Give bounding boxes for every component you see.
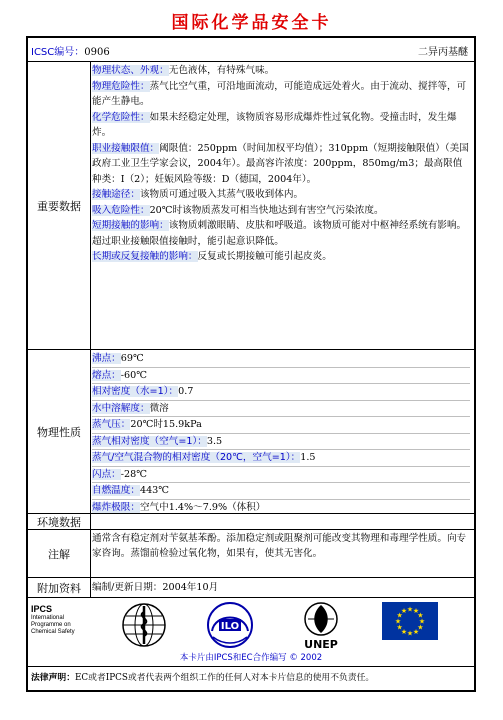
health-item-key: 物理危险性：	[92, 80, 150, 92]
section-label-environment: 环境数据	[28, 514, 91, 529]
eu-star: ★	[406, 605, 414, 614]
health-item	[92, 110, 470, 141]
notes-section	[28, 530, 474, 578]
environment-text	[91, 514, 474, 529]
physical-property	[92, 417, 470, 434]
page-title: 国际化学品安全卡	[171, 13, 332, 33]
section-label-health: 重要数据	[28, 62, 91, 349]
health-section	[28, 62, 474, 350]
physical-property-key: 蒸气/空气混合物的相对密度（20℃，空气=1）：	[92, 452, 301, 463]
health-item-value: 如果未经稳定处理，该物质容易形成爆炸性过氧化物。受撞击时，发生爆炸。	[92, 111, 457, 138]
physical-property-value: 443℃	[139, 485, 170, 496]
health-item-value: 无色液体，有特殊气味。	[168, 65, 275, 76]
notes-text: 通常含有稳定剂对苄氨基苯酚。添加稳定剂或阻聚剂可能改变其物理和毒理学性质。向专家咨询。蒸馏前检验过氧化物，如果有，使其无害化。	[92, 533, 467, 559]
physical-property-key: 沸点：	[92, 353, 121, 364]
physical-property	[92, 351, 470, 368]
physical-property	[92, 434, 470, 451]
health-item-value: 蒸气比空气重，可沿地面流动，可能造成远处着火。由于流动、搅拌等，可能产生静电。	[92, 80, 467, 107]
physical-property-value: -60℃	[120, 369, 147, 381]
physical-property-value: 0.7	[178, 386, 194, 397]
health-item-key: 物理状态、外观：	[92, 65, 169, 76]
physical-property-key: 闪点：	[92, 468, 121, 480]
health-item-key: 职业接触限值：	[92, 142, 160, 154]
physical-property-key: 相对密度（水=1）：	[92, 386, 179, 397]
legal-statement	[31, 670, 374, 683]
unep-logo	[298, 599, 344, 651]
eu-star: ★	[417, 611, 424, 620]
eu-star: ★	[412, 607, 420, 616]
health-item	[92, 63, 470, 79]
health-item-value: 阈限值：250ppm（时间加权平均值）；310ppm（短期接触限值）（美国政府工业卫生学家会议，2004年）。最高容许浓度：200ppm，850mg/m3；最高限值种类：I（2）；妊娠风险等级：D（德国，2004年）。	[92, 142, 469, 185]
health-items	[91, 62, 474, 349]
physical-property	[92, 467, 470, 484]
physical-property-key: 熔点：	[92, 369, 121, 381]
ipcs-line: International	[31, 615, 65, 621]
health-item	[92, 79, 470, 110]
extra-section	[28, 578, 474, 598]
health-item-value: 20℃时该物质蒸发可相当快地达到有害空气污染浓度。	[149, 204, 384, 216]
eu-star: ★	[400, 627, 408, 636]
eu-star: ★	[394, 617, 402, 626]
physical-property	[92, 368, 470, 385]
health-item	[92, 141, 470, 188]
ipcs-line: Programme on	[31, 622, 71, 628]
physical-property	[92, 401, 470, 418]
physical-property-value: 3.5	[206, 435, 223, 447]
health-item	[92, 249, 470, 265]
icsc-number: 0906	[84, 47, 110, 58]
health-item-key: 化学危险性：	[92, 111, 150, 123]
ipcs-line: Chemical Safety	[31, 629, 75, 635]
eu-star: ★	[418, 617, 426, 626]
physical-property	[92, 450, 470, 467]
chemical-name: 二异丙基醚	[418, 47, 468, 58]
ipcs-title: IPCS	[31, 604, 53, 614]
environment-section	[28, 514, 474, 530]
health-item-key: 短期接触的影响：	[92, 220, 169, 231]
health-item-key: 吸入危险性：	[92, 204, 150, 216]
health-item-value: 反复或长期接触可能引起皮炎。	[197, 251, 332, 262]
ipcs-logo	[31, 604, 111, 636]
physical-property	[92, 384, 470, 401]
who-logo	[120, 602, 168, 648]
extra-text: 编制/更新日期：2004年10月	[92, 582, 219, 593]
health-item	[92, 203, 470, 219]
health-item-value: 该物质刺激眼睛、皮肤和呼吸道。该物质可能对中枢神经系统有影响。超过职业接触限值接触时，能引起意识降低。	[92, 220, 467, 247]
eu-star: ★	[400, 607, 408, 616]
eu-star: ★	[406, 629, 414, 638]
physical-property-key: 蒸气压：	[92, 419, 131, 430]
section-label-physical: 物理性质	[28, 350, 91, 513]
eu-star: ★	[417, 623, 424, 632]
physical-property	[92, 483, 470, 500]
card-caption: 本卡片由IPCS和EC合作编写 © 2002	[179, 653, 323, 663]
section-label-notes: 注解	[28, 530, 91, 577]
physical-items	[91, 350, 474, 513]
physical-property-value: 空气中1.4%～7.9%（体积）	[139, 501, 266, 513]
ilo-logo	[205, 601, 255, 649]
eu-star: ★	[396, 611, 403, 620]
physical-property-value: 69℃	[120, 353, 144, 364]
physical-property-value: 微溶	[149, 402, 169, 414]
health-item-key: 长期或反复接触的影响：	[92, 251, 198, 262]
health-item-value: 该物质可通过吸入其蒸气吸收到体内。	[139, 189, 304, 200]
physical-property-value: 20℃时15.9kPa	[130, 419, 202, 430]
health-item-key: 接触途径：	[92, 189, 140, 200]
health-item	[92, 187, 470, 203]
physical-property-key: 水中溶解度：	[92, 402, 150, 414]
eu-star: ★	[412, 627, 420, 636]
physical-property-value: -28℃	[120, 468, 147, 480]
icsc-label: ICSC编号：	[31, 47, 85, 58]
physical-property-key: 爆炸极限：	[92, 501, 140, 513]
physical-section	[28, 350, 474, 514]
safety-card	[26, 36, 476, 692]
legal-label: 法律声明：	[31, 673, 75, 683]
physical-property-value: 1.5	[300, 452, 316, 463]
legal-text: EC或者IPCS或者代表两个组织工作的任何人对本卡片信息的使用不负责任。	[75, 673, 375, 683]
icsc-row	[28, 38, 474, 62]
ilo-text: ILO	[220, 621, 240, 632]
physical-property-key: 蒸气相对密度（空气=1）：	[92, 435, 207, 447]
eu-star: ★	[396, 623, 403, 632]
eu-flag	[382, 602, 438, 640]
icsc-number-field	[31, 43, 110, 58]
section-label-extra: 附加资料	[28, 578, 91, 597]
physical-property	[92, 500, 470, 516]
health-item	[92, 218, 470, 249]
unep-text: UNEP	[304, 638, 338, 651]
logo-strip	[28, 598, 474, 667]
physical-property-key: 自燃温度：	[92, 485, 140, 496]
